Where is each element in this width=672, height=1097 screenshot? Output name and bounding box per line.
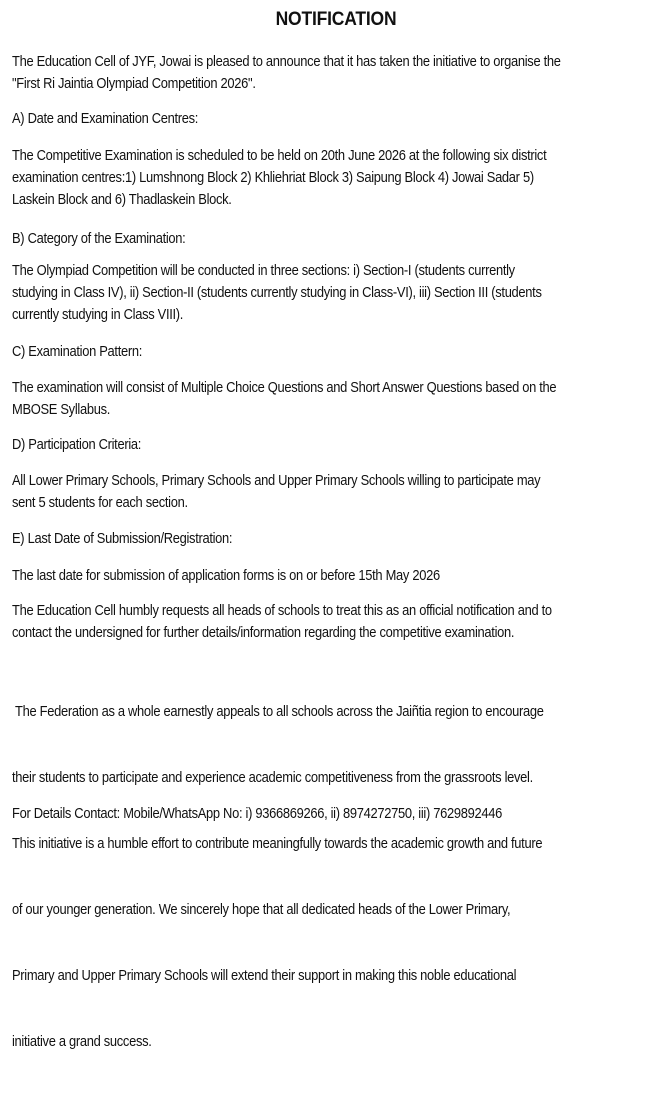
section-d-line: All Lower Primary Schools, Primary Schools and Upper Primary Schools willing to participate may: [12, 473, 541, 489]
section-b-line: currently studying in Class VIII).: [12, 307, 184, 323]
section-c-heading: C) Examination Pattern:: [12, 344, 142, 360]
request-line: The Education Cell humbly requests all heads of schools to treat this as an official notification and to: [12, 603, 552, 619]
section-e-heading: E) Last Date of Submission/Registration:: [12, 531, 233, 547]
section-d-body: [12, 470, 540, 514]
section-b-line: studying in Class IV), ii) Section-II (students currently studying in Class-VI), iii) Section III (students: [12, 285, 542, 301]
request-line: contact the undersigned for further details/information regarding the competitive examination.: [12, 625, 515, 641]
section-c-body: [12, 377, 556, 421]
appeal-line: The Federation as a whole earnestly appeals to all schools across the Jaiñtia region to encourage: [12, 704, 544, 720]
appeal-line: of our younger generation. We sincerely hope that all dedicated heads of the Lower Primary,: [12, 902, 511, 918]
appeal-line: This initiative is a humble effort to contribute meaningfully towards the academic growth and future: [12, 836, 543, 852]
request-paragraph: [12, 600, 552, 644]
section-d-heading: D) Participation Criteria:: [12, 437, 142, 453]
page-title: NOTIFICATION: [275, 9, 397, 30]
section-c-line: The examination will consist of Multiple Choice Questions and Short Answer Questions based on the: [12, 380, 557, 396]
section-a-heading: A) Date and Examination Centres:: [12, 111, 199, 127]
contact-line: For Details Contact: Mobile/WhatsApp No: i) 9366869266, ii) 8974272750, iii) 7629892446: [12, 806, 502, 822]
section-a-line: The Competitive Examination is scheduled to be held on 20th June 2026 at the following six district: [12, 148, 547, 164]
section-a-line: examination centres:1) Lumshnong Block 2) Khliehriat Block 3) Saipung Block 4) Jowai Sadar 5): [12, 170, 534, 186]
intro-line: The Education Cell of JYF, Jowai is pleased to announce that it has taken the initiative to organise the: [12, 54, 561, 70]
section-a-body: [12, 145, 546, 211]
section-b-heading: B) Category of the Examination:: [12, 231, 186, 247]
intro-paragraph: [12, 51, 561, 95]
appeal-line: initiative a grand success.: [12, 1034, 152, 1050]
section-b-line: The Olympiad Competition will be conducted in three sections: i) Section-I (students currently: [12, 263, 515, 279]
section-c-line: MBOSE Syllabus.: [12, 402, 110, 418]
section-d-line: sent 5 students for each section.: [12, 495, 188, 511]
section-a-line: Laskein Block and 6) Thadlaskein Block.: [12, 192, 232, 208]
section-e-line: The last date for submission of application forms is on or before 15th May 2026: [12, 568, 440, 584]
intro-line: "First Ri Jaintia Olympiad Competition 2026".: [12, 76, 256, 92]
section-e-body: [12, 565, 440, 587]
appeal-line: Primary and Upper Primary Schools will extend their support in making this noble educational: [12, 968, 517, 984]
appeal-paragraph: [12, 657, 544, 1097]
appeal-line: their students to participate and experience academic competitiveness from the grassroots level.: [12, 770, 533, 786]
section-b-body: [12, 260, 542, 326]
